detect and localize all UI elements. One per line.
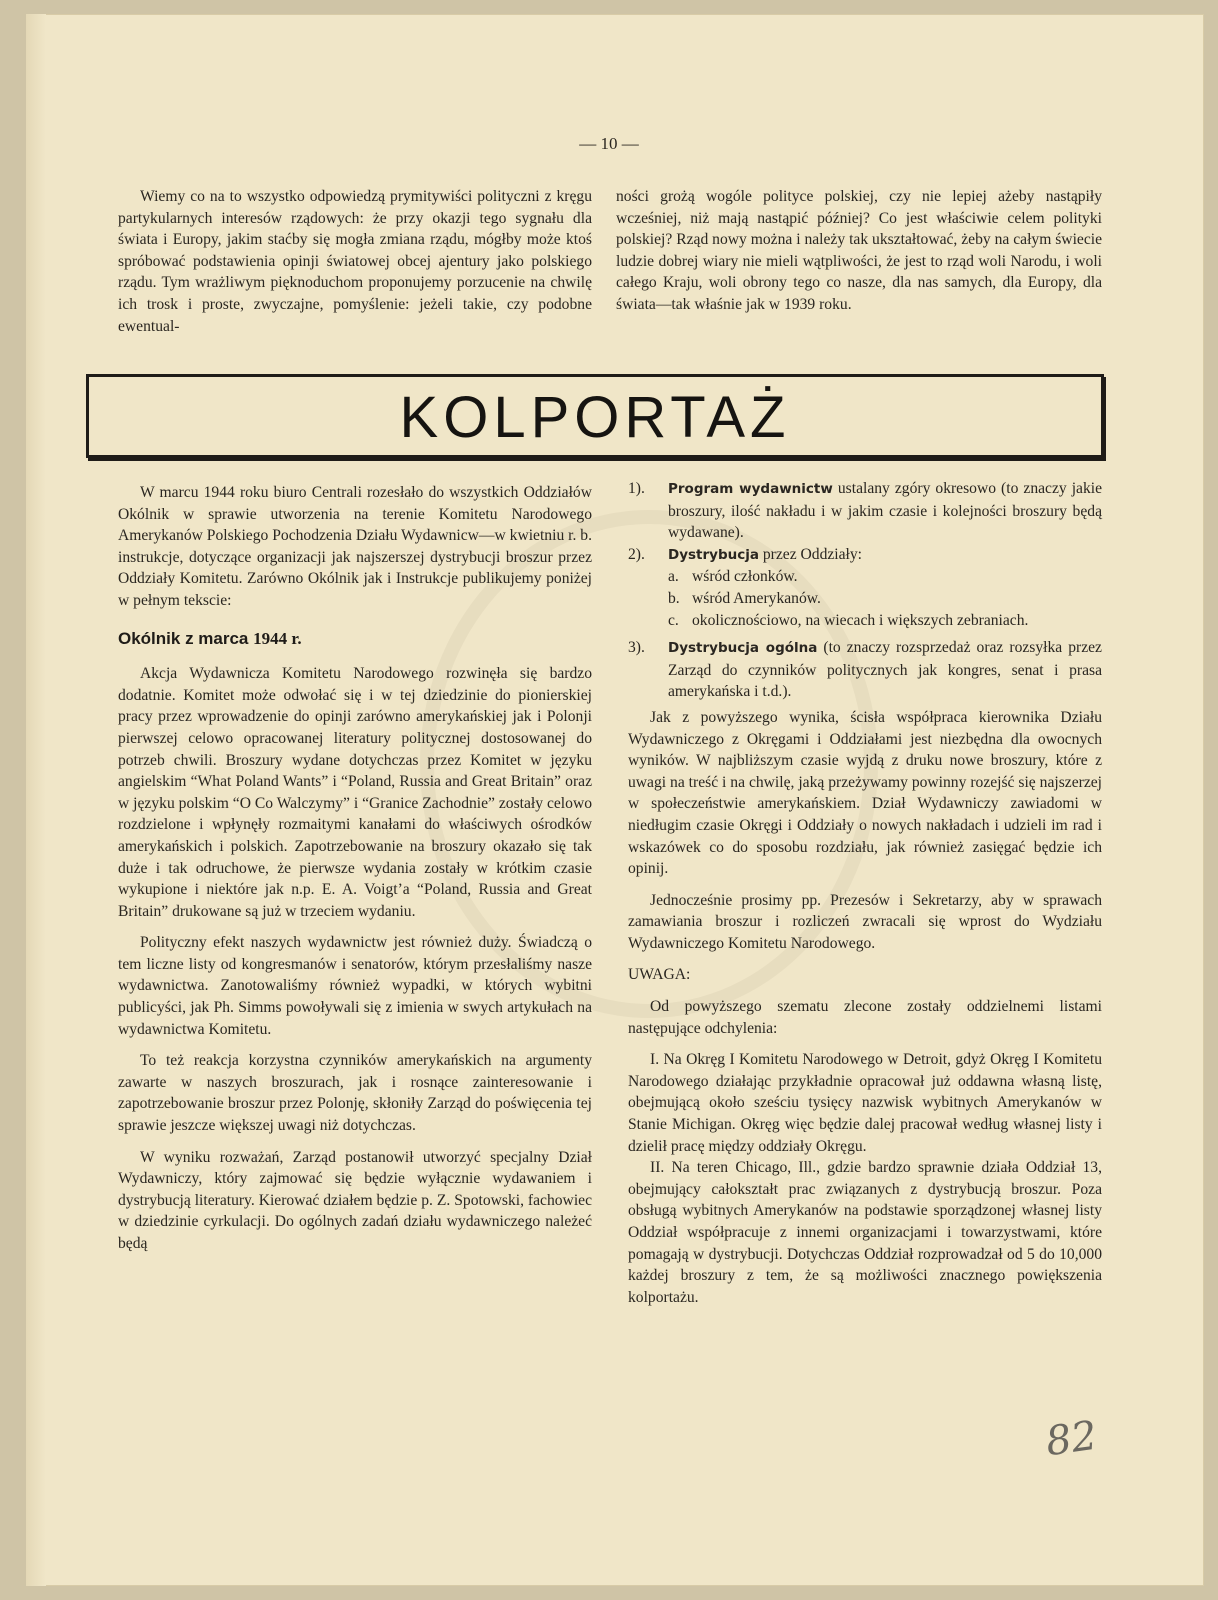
sub-list-item: a. wśród członków. bbox=[668, 568, 798, 586]
note-label: UWAGA: bbox=[628, 966, 691, 984]
list-number: 3). bbox=[628, 639, 645, 657]
paragraph: Polityczny efekt naszych wydawnictw jest również duży. Świadczą o tem liczne listy od kongresmanów i senatorów, którym przesłaliśmy nasze wydawnictwa. Zanotowaliśmy również wypadki, w których wybitni publicyści, jak Ph. Simms powoływali się z imienia w swych artykułach na wydawnictwa Komitetu. bbox=[118, 934, 592, 1038]
sub-list-item: c. okolicznościowo, na wiecach i większych zebraniach. bbox=[668, 611, 1029, 629]
intro-paragraph: W marcu 1944 roku biuro Centrali rozesłało do wszystkich Oddziałów Okólnik w sprawie utworzenia na terenie Komitetu Narodowego Amerykanów Polskiego Pochodzenia Działu Wydawnicw—w kwietniu r. b. instrukcje, dotyczące organizacji jak najszerszej dystrybucji broszur przez Oddziały Komitetu. Zarówno Okólnik jak i Instrukcje publikujemy poniżej w pełnym tekscie: bbox=[118, 484, 592, 609]
list-number: 1). bbox=[628, 480, 645, 497]
sub-list-item: b. wśród Amerykanów. bbox=[668, 589, 821, 607]
circular-heading-year: 1944 r. bbox=[253, 628, 302, 648]
paragraph: II. Na teren Chicago, Ill., gdzie bardzo sprawnie działa Oddział 13, obejmujący całokształt prac związanych z dystrybucją broszur. Poza obsługą wybitnych Amerykanów na podstawie sporządzonej własnej listy Oddział współpracuje z innemi organizacjami i towarzystwami, które pomagają w dystrybucji. Dotychczas Oddział rozprowadzał od 5 do 10,000 każdej broszury z tem, że są możliwości znacznego powiększenia kolportażu. bbox=[628, 1159, 1102, 1306]
left-column bbox=[118, 482, 592, 1255]
task-list bbox=[628, 478, 1102, 703]
banner-title: KOLPORTAŻ bbox=[399, 385, 791, 450]
list-number: 2). bbox=[628, 545, 645, 563]
page-fold-shadow bbox=[26, 14, 46, 1586]
list-item bbox=[628, 478, 1102, 544]
right-column bbox=[628, 478, 1102, 1308]
paragraph: To też reakcja korzystna czynników amerykańskich na argumenty zawarte w naszych broszurach, jak i rosnące zainteresowanie i zapotrzebowanie broszur przez Polonję, skłoniły Zarząd do poświęcenia tej sprawie jeszcze większej uwagi niż dotychczas. bbox=[118, 1052, 592, 1135]
list-item-text: (to znaczy rozsprzedaż oraz rozsyłka przez Zarząd do czynników politycznych jak kongres, senat i prasa amerykańska i t.d.). bbox=[668, 639, 1102, 701]
list-item-text: przez Oddziały: bbox=[762, 545, 863, 563]
list-item-bold: Dystrybucja ogólna bbox=[668, 640, 818, 657]
paragraph: Od powyższego szematu zlecone zostały oddzielnemi listami następujące odchylenia: bbox=[628, 998, 1102, 1037]
page-number: — 10 — bbox=[579, 134, 639, 153]
list-item-bold: Dystrybucja bbox=[668, 546, 759, 563]
handwritten-page-number: 82 bbox=[1043, 1412, 1100, 1466]
paragraph: Jednocześnie prosimy pp. Prezesów i Sekretarzy, aby w sprawach zamawiania broszur i rozliczeń zwracali się wprost do Wydziału Wydawniczego Komitetu Narodowego. bbox=[628, 891, 1102, 952]
section-banner bbox=[86, 374, 1104, 458]
paragraph: Akcja Wydawnicza Komitetu Narodowego rozwinęła się bardzo dodatnie. Komitet może odwołać się i w tej dziedzinie do pionierskiej pracy przez wprowadzenie do opinji zarówno amerykańskiej jak i Polonji pierwszej celowo opracowanej literatury politycznej dostosowanej do potrzeb chwili. Broszury wydane dotychczas przez Komitet w języku angielskim “What Poland Wants” i “Poland, Russia and Great Britain” oraz w języku polskim “O Co Walczymy” i “Granice Zachodnie” zostały celowo rozdzielone i wpłynęły rozmaitymi kanałami do właściwych ośrodków amerykańskich i polskich. Zapotrzebowanie na broszury okazało się tak duże i tak odruchowe, że pierwsze wydania zostały w krótkim czasie wykupione i niektóre jak n.p. E. A. Voigt’a “Poland, Russia and Great Britain” drukowane są już w trzeciem wydaniu. bbox=[118, 665, 592, 920]
list-item bbox=[628, 544, 1102, 567]
paragraph: I. Na Okręg I Komitetu Narodowego w Detroit, gdyż Okręg I Komitetu Narodowego działając przykładnie opracował już oddawna własną listę, obejmującą około sześciu tysięcy nazwisk wybitnych Amerykanów w Stanie Michigan. Okręg więc będzie dalej pracował według własnej listy i dzielił pracę między oddziały Okręgu. bbox=[628, 1051, 1102, 1155]
list-item-text: ustalany zgóry okresowo (to znaczy jakie broszury, ilość nakładu i w jakim czasie i kolejności broszury będą wydawane). bbox=[668, 480, 1102, 542]
list-item-bold: Program wydawnictw bbox=[668, 481, 833, 497]
paragraph: Wiemy co na to wszystko odpowiedzą prymitywiści polityczni z kręgu partykularnych interesów rządowych: że przy okazji tego sygnału dla świata i Europy, jakim staćby się mogła zmiana rządu, mógłby może ktoś spróbować podstawienia opinji światowej obcej ajentury jako polskiego rządu. Tym wrażliwym pięknoduchom proponujemy porzucenie na chwilę ich trosk i proste, zwyczajne, pomyślenie: jeżeli takie, czy podobne ewentual- bbox=[118, 188, 592, 335]
list-item bbox=[628, 637, 1102, 703]
circular-heading bbox=[118, 628, 592, 650]
paragraph: W wyniku rozważań, Zarząd postanowił utworzyć specjalny Dział Wydawniczy, który zajmować się będzie wyłącznie wydawaniem i dystrybucją literatury. Kierować działem będzie p. Z. Spotowski, fachowiec w dziedzinie cyrkulacji. Do ogólnych zadań działu wydawniczego należeć będą bbox=[118, 1148, 592, 1252]
sub-list bbox=[628, 566, 1102, 631]
paragraph: ności grożą wogóle polityce polskiej, czy nie lepiej ażeby nastąpiły wcześniej, niż mają nastąpić później? Co jest właściwie celem polityki polskiej? Rząd nowy można i należy tak ukształtować, żeby na całym świecie ludzie dobrej wiary nie mieli wątpliwości, że jest to rząd woli Narodu, i woli całego Kraju, woli obrony tego co nasze, dla nas samych, dla Europy, dla świata—tak właśnie jak w 1939 roku. bbox=[616, 188, 1102, 313]
top-left-paragraph bbox=[118, 186, 592, 337]
paragraph: Jak z powyższego wynika, ścisła współpraca kierownika Działu Wydawniczego z Okręgami i Oddziałami jest niezbędna dla owocnych wyników. W najbliższym czasie wyjdą z druku nowe broszury, które z uwagi na treść i na chwilę, jaką przeżywamy powinny rozejść się najszerzej w społeczeństwie amerykańskiem. Dział Wydawniczy zawiadomi w niedługim czasie Okręgi i Oddziały o nowych nakładach i udzieli im rad i wskazówek co do sposobu rozdziału, jak również zasięgać będzie ich opinij. bbox=[628, 708, 1102, 878]
top-right-paragraph bbox=[616, 186, 1102, 316]
circular-heading-text: Okólnik z marca bbox=[118, 628, 249, 648]
